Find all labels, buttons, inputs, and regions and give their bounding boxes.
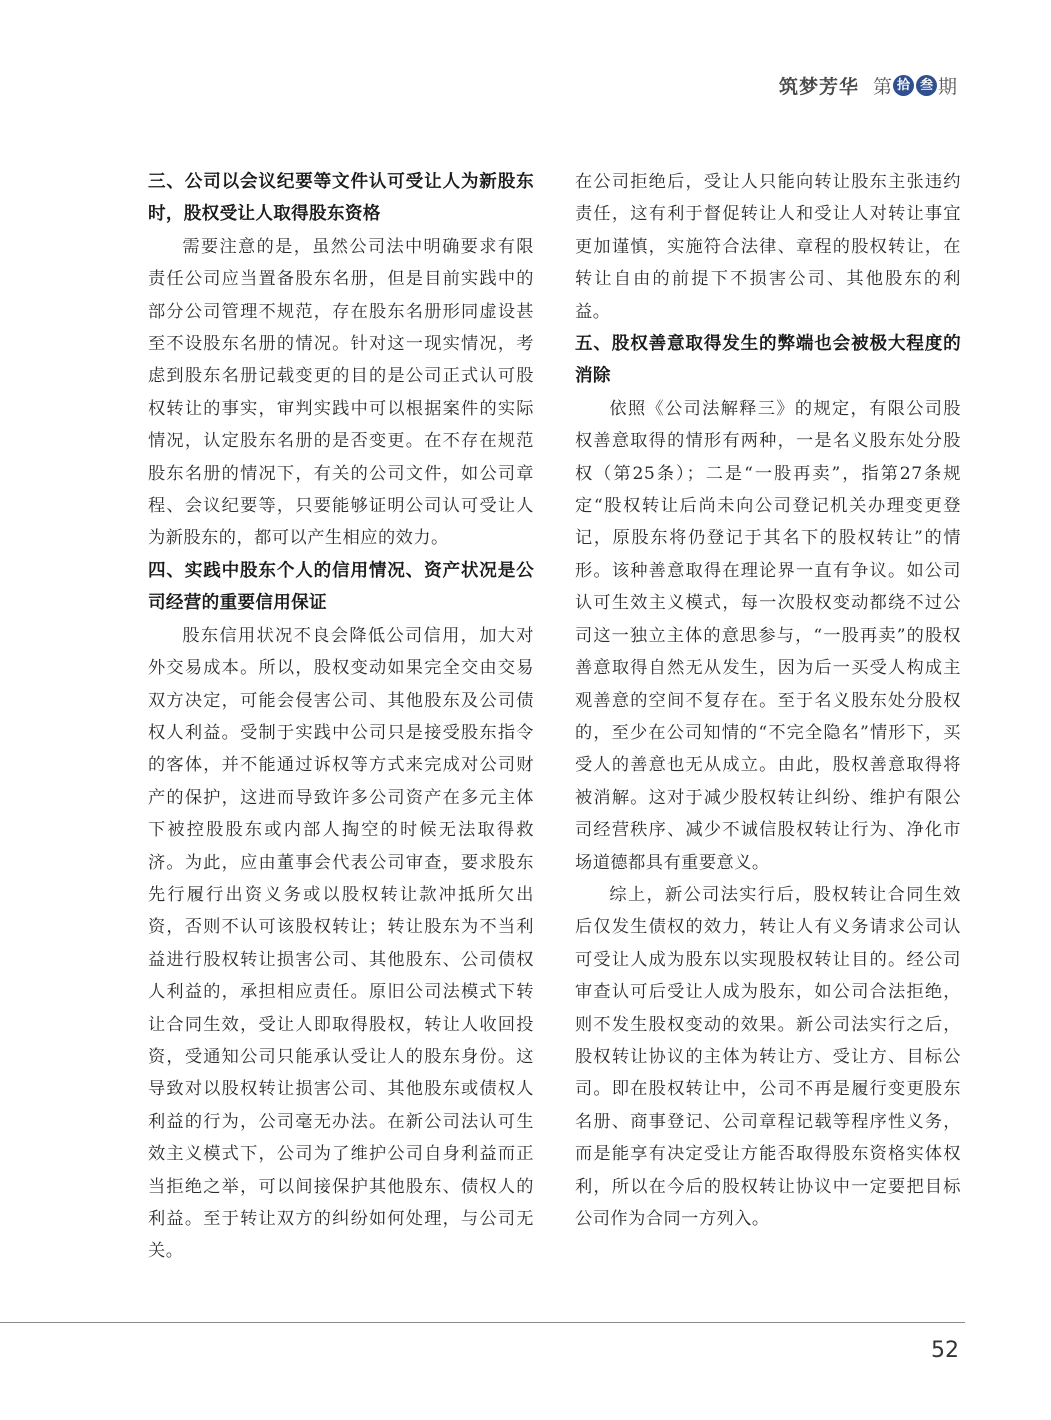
issue-prefix: 第 [872, 76, 892, 98]
issue-number-badge-1: 拾 [893, 75, 914, 96]
left-column [148, 166, 534, 1268]
section-4-heading: 四、实践中股东个人的信用情况、资产状况是公司经营的重要信用保证 [148, 560, 534, 614]
section-3-paragraph: 需要注意的是，虽然公司法中明确要求有限责任公司应当置备股东名册，但是目前实践中的部分公司管理不规范，存在股东名册形同虚设甚至不设股东名册的情况。针对这一现实情况，考虑到股东名册记载变更的目的是公司正式认可股权转让的事实，审判实践中可以根据案件的实际情况，认定股东名册的是否变更。在不存在规范股东名册的情况下，有关的公司文件，如公司章程、会议纪要等，只要能够证明公司认可受让人为新股东的，都可以产生相应的效力。 [148, 236, 534, 549]
section-5-paragraph: 依照《公司法解释三》的规定，有限公司股权善意取得的情形有两种，一是名义股东处分股权（第25条）；二是“一股再卖”，指第27条规定“股权转让后尚未向公司登记机关办理变更登记，原股东将仍登记于其名下的股权转让”的情形。该种善意取得在理论界一直有争议。如公司认可生效主义模式，每一次股权变动都绕不过公司这一独立主体的意思参与，“一股再卖”的股权善意取得自然无从发生，因为后一买受人构成主观善意的空间不复存在。至于名义股东处分股权的，至少在公司知情的“不完全隐名”情形下，买受人的善意也无从成立。由此，股权善意取得将被消解。这对于减少股权转让纠纷、维护有限公司经营秩序、减少不诚信股权转让行为、净化市场道德都具有重要意义。 [575, 398, 961, 873]
page-header [779, 72, 957, 99]
section-4-paragraph-continued: 在公司拒绝后，受让人只能向转让股东主张违约责任，这有利于督促转让人和受让人对转让事宜更加谨慎，实施符合法律、章程的股权转让，在转让自由的前提下不损害公司、其他股东的利益。 [575, 172, 961, 322]
issue-number-badge-2: 叁 [916, 75, 937, 96]
footer-divider [0, 1322, 965, 1323]
summary-paragraph: 综上，新公司法实行后，股权转让合同生效后仅发生债权的效力，转让人有义务请求公司认可受让人成为股东以实现股权转让目的。经公司审查认可后受让人成为股东，如公司合法拒绝，则不发生股权变动的效果。新公司法实行之后，股权转让协议的主体为转让方、受让方、目标公司。即在股权转让中，公司不再是履行变更股东名册、商事登记、公司章程记载等程序性义务，而是能享有决定受让方能否取得股东资格实体权利，所以在今后的股权转让协议中一定要把目标公司作为合同一方列入。 [575, 884, 961, 1229]
page-number: 52 [931, 1338, 959, 1363]
issue-suffix: 期 [937, 76, 957, 98]
section-3-heading: 三、公司以会议纪要等文件认可受让人为新股东时，股权受让人取得股东资格 [148, 172, 534, 225]
section-5-heading: 五、股权善意取得发生的弊端也会被极大程度的消除 [575, 334, 961, 387]
magazine-title: 筑梦芳华 [778, 76, 859, 98]
right-column [575, 166, 961, 1235]
section-4-paragraph: 股东信用状况不良会降低公司信用，加大对外交易成本。所以，股权变动如果完全交由交易双方决定，可能会侵害公司、其他股东及公司债权人利益。受制于实践中公司只是接受股东指令的客体，并不能通过诉权等方式来完成对公司财产的保护，这进而导致许多公司资产在多元主体下被控股股东或内部人掏空的时候无法取得救济。为此，应由董事会代表公司审查，要求股东先行履行出资义务或以股权转让款冲抵所欠出资，否则不认可该股权转让；转让股东为不当利益进行股权转让损害公司、其他股东、公司债权人利益的，承担相应责任。原旧公司法模式下转让合同生效，受让人即取得股权，转让人收回投资，受通知公司只能承认受让人的股东身份。这导致对以股权转让损害公司、其他股东或债权人利益的行为，公司毫无办法。在新公司法认可生效主义模式下，公司为了维护公司自身利益而正当拒绝之举，可以间接保护其他股东、债权人的利益。至于转让双方的纠纷如何处理，与公司无关。 [148, 625, 534, 1262]
